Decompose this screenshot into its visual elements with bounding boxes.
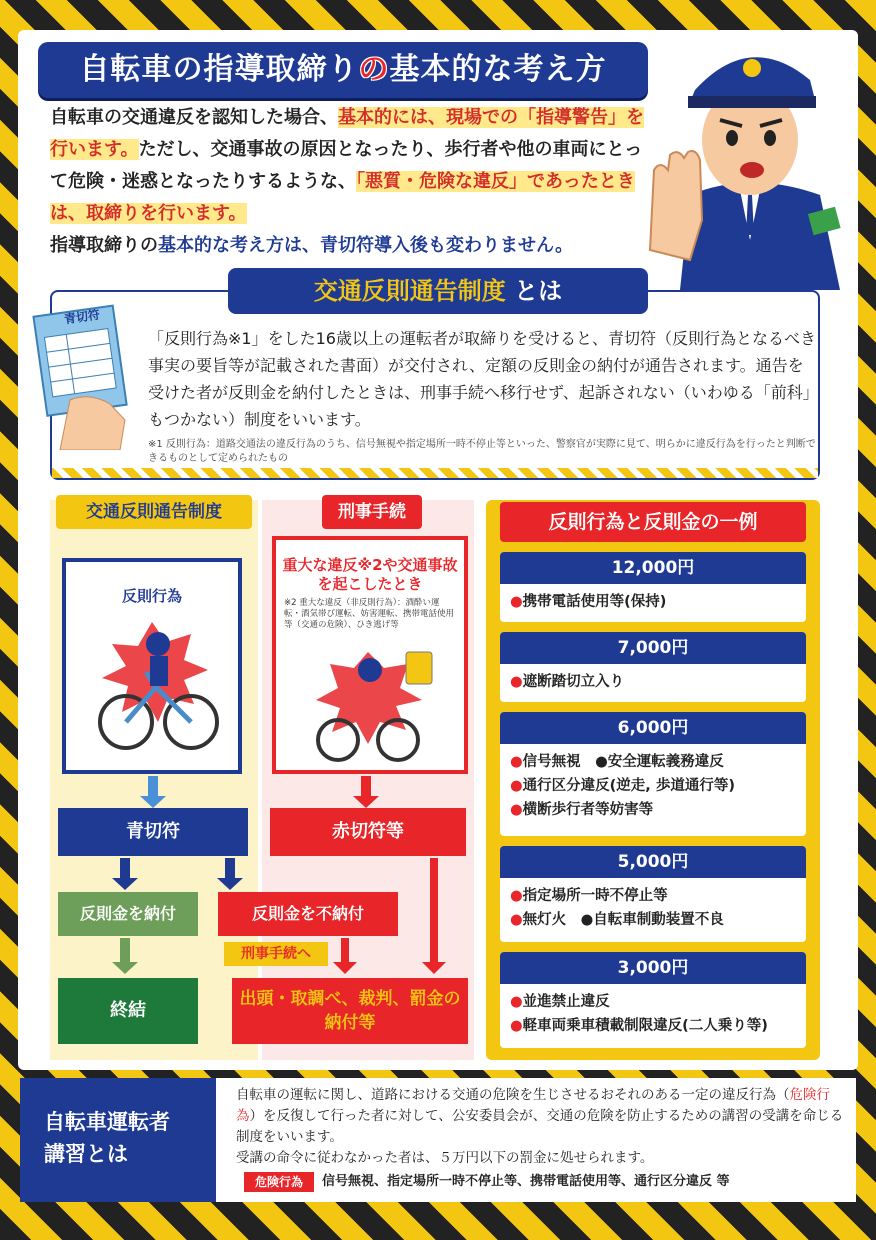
- court-procedure-box: 出頭・取調べ、裁判、罰金の納付等: [232, 978, 468, 1044]
- seido-title: [228, 268, 648, 314]
- fine-group-3000: [500, 952, 806, 1048]
- seido-note: ※1 反則行為：道路交通法の違反行為のうち、信号無視や指定場所一時不停止等といった、警察官が実際に見て、明らかに違反行為を行ったと判断できるものとして定められたもの: [148, 439, 816, 464]
- fine-item: ●並進禁止違反: [510, 994, 610, 1010]
- fine-item: ●信号無視 ●安全運転義務違反: [510, 754, 724, 770]
- pay-fine-box: 反則金を納付: [58, 892, 198, 936]
- koshu-title-line2: 講習とは: [44, 1142, 128, 1166]
- ticket-label: 青切符: [63, 307, 101, 327]
- koshu-body: 自転車の運転に関し、道路における交通の危険を生じさせるおそれのある一定の違反行為（危険行為）を反復して行った者に対して、公安委員会が、交通の危険を防止するための講習の受講を命じる制度をいいます。 受講の命令に従わなかった者は、５万円以下の罰金に処せられます。: [236, 1087, 844, 1166]
- conclusion-box: 終結: [58, 978, 198, 1044]
- police-officer-illustration: [640, 20, 860, 290]
- fine-item: ●通行区分違反(逆走, 歩道通行等): [510, 778, 735, 794]
- fine-item: ●遮断踏切立入り: [510, 674, 625, 690]
- koshu-title-line1: 自転車運転者: [44, 1110, 170, 1134]
- seido-title-suffix: とは: [514, 277, 563, 305]
- blue-ticket-box: 青切符: [58, 808, 248, 856]
- fine-item: ●無灯火 ●自転車制動装置不良: [510, 912, 724, 928]
- fine-item: ●横断歩行者等妨害等: [510, 802, 654, 818]
- seido-stripe: [52, 468, 818, 478]
- tag-hansoku-seido: 交通反則通告制度: [56, 495, 252, 529]
- fine-amount: 5,000円: [500, 846, 806, 878]
- page-title: [38, 42, 648, 98]
- fine-amount: 3,000円: [500, 952, 806, 984]
- fine-item: ●携帯電話使用等(保持): [510, 594, 667, 610]
- danger-acts-tag: 危険行為: [244, 1172, 314, 1192]
- to-criminal-procedure-tag: 刑事手続へ: [224, 942, 328, 966]
- title-part2: の: [358, 52, 390, 87]
- intro-s5: 指導取締りの: [50, 235, 158, 256]
- danger-acts-list: 信号無視、指定場所一時不停止等、携帯電話使用等、通行区分違反 等: [322, 1174, 730, 1189]
- hansoku-label: 反則行為: [121, 587, 182, 605]
- tag-keiji: 刑事手続: [322, 495, 422, 529]
- fine-group-12000: [500, 552, 806, 622]
- fine-amount: 12,000円: [500, 552, 806, 584]
- seido-title-main: 交通反則通告制度: [313, 277, 506, 305]
- fine-group-6000: [500, 712, 806, 836]
- red-ticket-box: 赤切符等: [270, 808, 466, 856]
- fine-group-7000: [500, 632, 806, 702]
- not-pay-fine-box: 反則金を不納付: [218, 892, 398, 936]
- serious-title: 重大な違反※2や交通事故を起こしたとき: [282, 556, 458, 593]
- fine-amount: 7,000円: [500, 632, 806, 664]
- koshu-title: [20, 1078, 216, 1202]
- seido-body: 「反則行為※1」をした16歳以上の運転者が取締りを受けると、青切符（反則行為となるべき事実の要旨等が記載された書面）が交付され、定額の反則金の納付が通告されます。通告を受けた者が反則金を納付したときは、刑事手続へ移行せず、起訴されない（いわゆる「前科」もつかない）制度をいいます。: [148, 329, 816, 429]
- title-part3: 基本的な考え方: [389, 52, 607, 87]
- fine-item: ●指定場所一時不停止等: [510, 888, 668, 904]
- fines-title: 反則行為と反則金の一例: [500, 502, 806, 542]
- intro-s3: ただし、交通事故の原因となったり、歩行者や他の車両にとって危険・迷惑となったりするような、: [50, 139, 643, 192]
- fine-amount: 6,000円: [500, 712, 806, 744]
- intro-s4: 「悪質・危険な違反」であったときは、取締りを行います。: [50, 171, 635, 224]
- intro-text: [50, 102, 650, 262]
- fine-item: ●軽車両乗車積載制限違反(二人乗り等): [510, 1018, 768, 1034]
- title-part1: 自転車の指導取締り: [79, 52, 359, 87]
- intro-s6: 基本的な考え方は、青切符導入後も変わりません。: [158, 235, 574, 256]
- intro-s2: 基本的には、現場での「指導警告」を行います。: [50, 107, 644, 160]
- serious-note: ※2 重大な違反（非反則行為）：酒酔い運転・酒気帯び運転、妨害運転、携帯電話使用等（交通の危険）、ひき逃げ等: [284, 598, 455, 630]
- intro-s1: 自転車の交通違反を認知した場合、: [50, 107, 338, 128]
- fine-group-5000: [500, 846, 806, 942]
